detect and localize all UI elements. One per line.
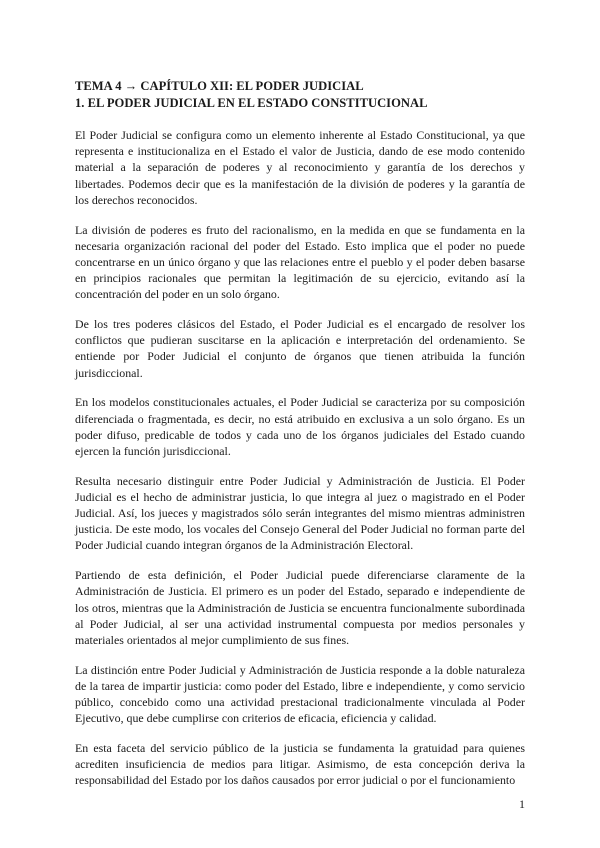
paragraph-2: La división de poderes es fruto del racionalismo, en la medida en que se fundamenta en la necesaria organización racional del poder del Estado. Esto implica que el poder no puede concentrarse en un único órgano y que las relaciones entre el pueblo y el poder deben basarse en principios racionales que permitan la legitimación de su ejercicio, evitando así la concentración del poder en un solo órgano. (75, 222, 525, 302)
paragraph-7: La distinción entre Poder Judicial y Administración de Justicia responde a la doble naturaleza de la tarea de impartir justicia: como poder del Estado, libre e independiente, y como servicio público, concebido como una actividad prestacional tradicionalmente vinculada al Poder Ejecutivo, que debe cumplirse con criterios de eficacia, eficiencia y calidad. (75, 662, 525, 726)
paragraph-5: Resulta necesario distinguir entre Poder Judicial y Administración de Justicia. El Poder Judicial es el hecho de administrar justicia, lo que integra al juez o magistrado en el Poder Judicial. Así, los jueces y magistrados sólo serán integrantes del mismo mientras administren justicia. De este modo, los vocales del Consejo General del Poder Judicial no forman parte del Poder Judicial cuando integran órganos de la Administración Electoral. (75, 473, 525, 553)
chapter-heading: TEMA 4 → CAPÍTULO XII: EL PODER JUDICIAL (75, 79, 364, 93)
paragraph-1: El Poder Judicial se configura como un elemento inherente al Estado Constitucional, ya que representa e institucionaliza en el Estado el valor de Justicia, dando de ese modo contenido material a la separación de poderes y al reconocimiento y garantía de los derechos y libertades. Podemos decir que es la manifestación de la división de poderes y la garantía de los derechos reconocidos. (75, 128, 525, 207)
paragraph-3: De los tres poderes clásicos del Estado, el Poder Judicial es el encargado de resolver los conflictos que pudieran suscitarse en la aplicación e interpretación del ordenamiento. Se entiende por Poder Judicial el conjunto de órganos que tienen atribuida la función jurisdiccional. (75, 317, 525, 380)
paragraph-8: En esta faceta del servicio público de la justicia se fundamenta la gratuidad para quienes acrediten insuficiencia de medios para litigar. Asimismo, de esta concepción deriva la responsabilidad del Estado por los daños causados por error judicial o por el funcionamiento (75, 741, 525, 788)
paragraph-6: Partiendo de esta definición, el Poder Judicial puede diferenciarse claramente de la Administración de Justicia. El primero es un poder del Estado, separado e independiente de los otros, mientras que la Administración de Justicia se encuentra funcionalmente subordinada al Poder Judicial, al ser una actividad instrumental compuesta por medios personales y materiales orientados al mejor cumplimiento de sus fines. (75, 568, 525, 647)
section-heading: 1. EL PODER JUDICIAL EN EL ESTADO CONSTITUCIONAL (75, 96, 428, 110)
page-number: 1 (519, 797, 525, 811)
paragraph-4: En los modelos constitucionales actuales, el Poder Judicial se caracteriza por su composición diferenciada o fragmentada, es decir, no está atribuido en exclusiva a un solo órgano. Es un poder difuso, predicable de todos y cada uno de los órganos judiciales del Estado cuando ejercen la función jurisdiccional. (75, 395, 525, 458)
